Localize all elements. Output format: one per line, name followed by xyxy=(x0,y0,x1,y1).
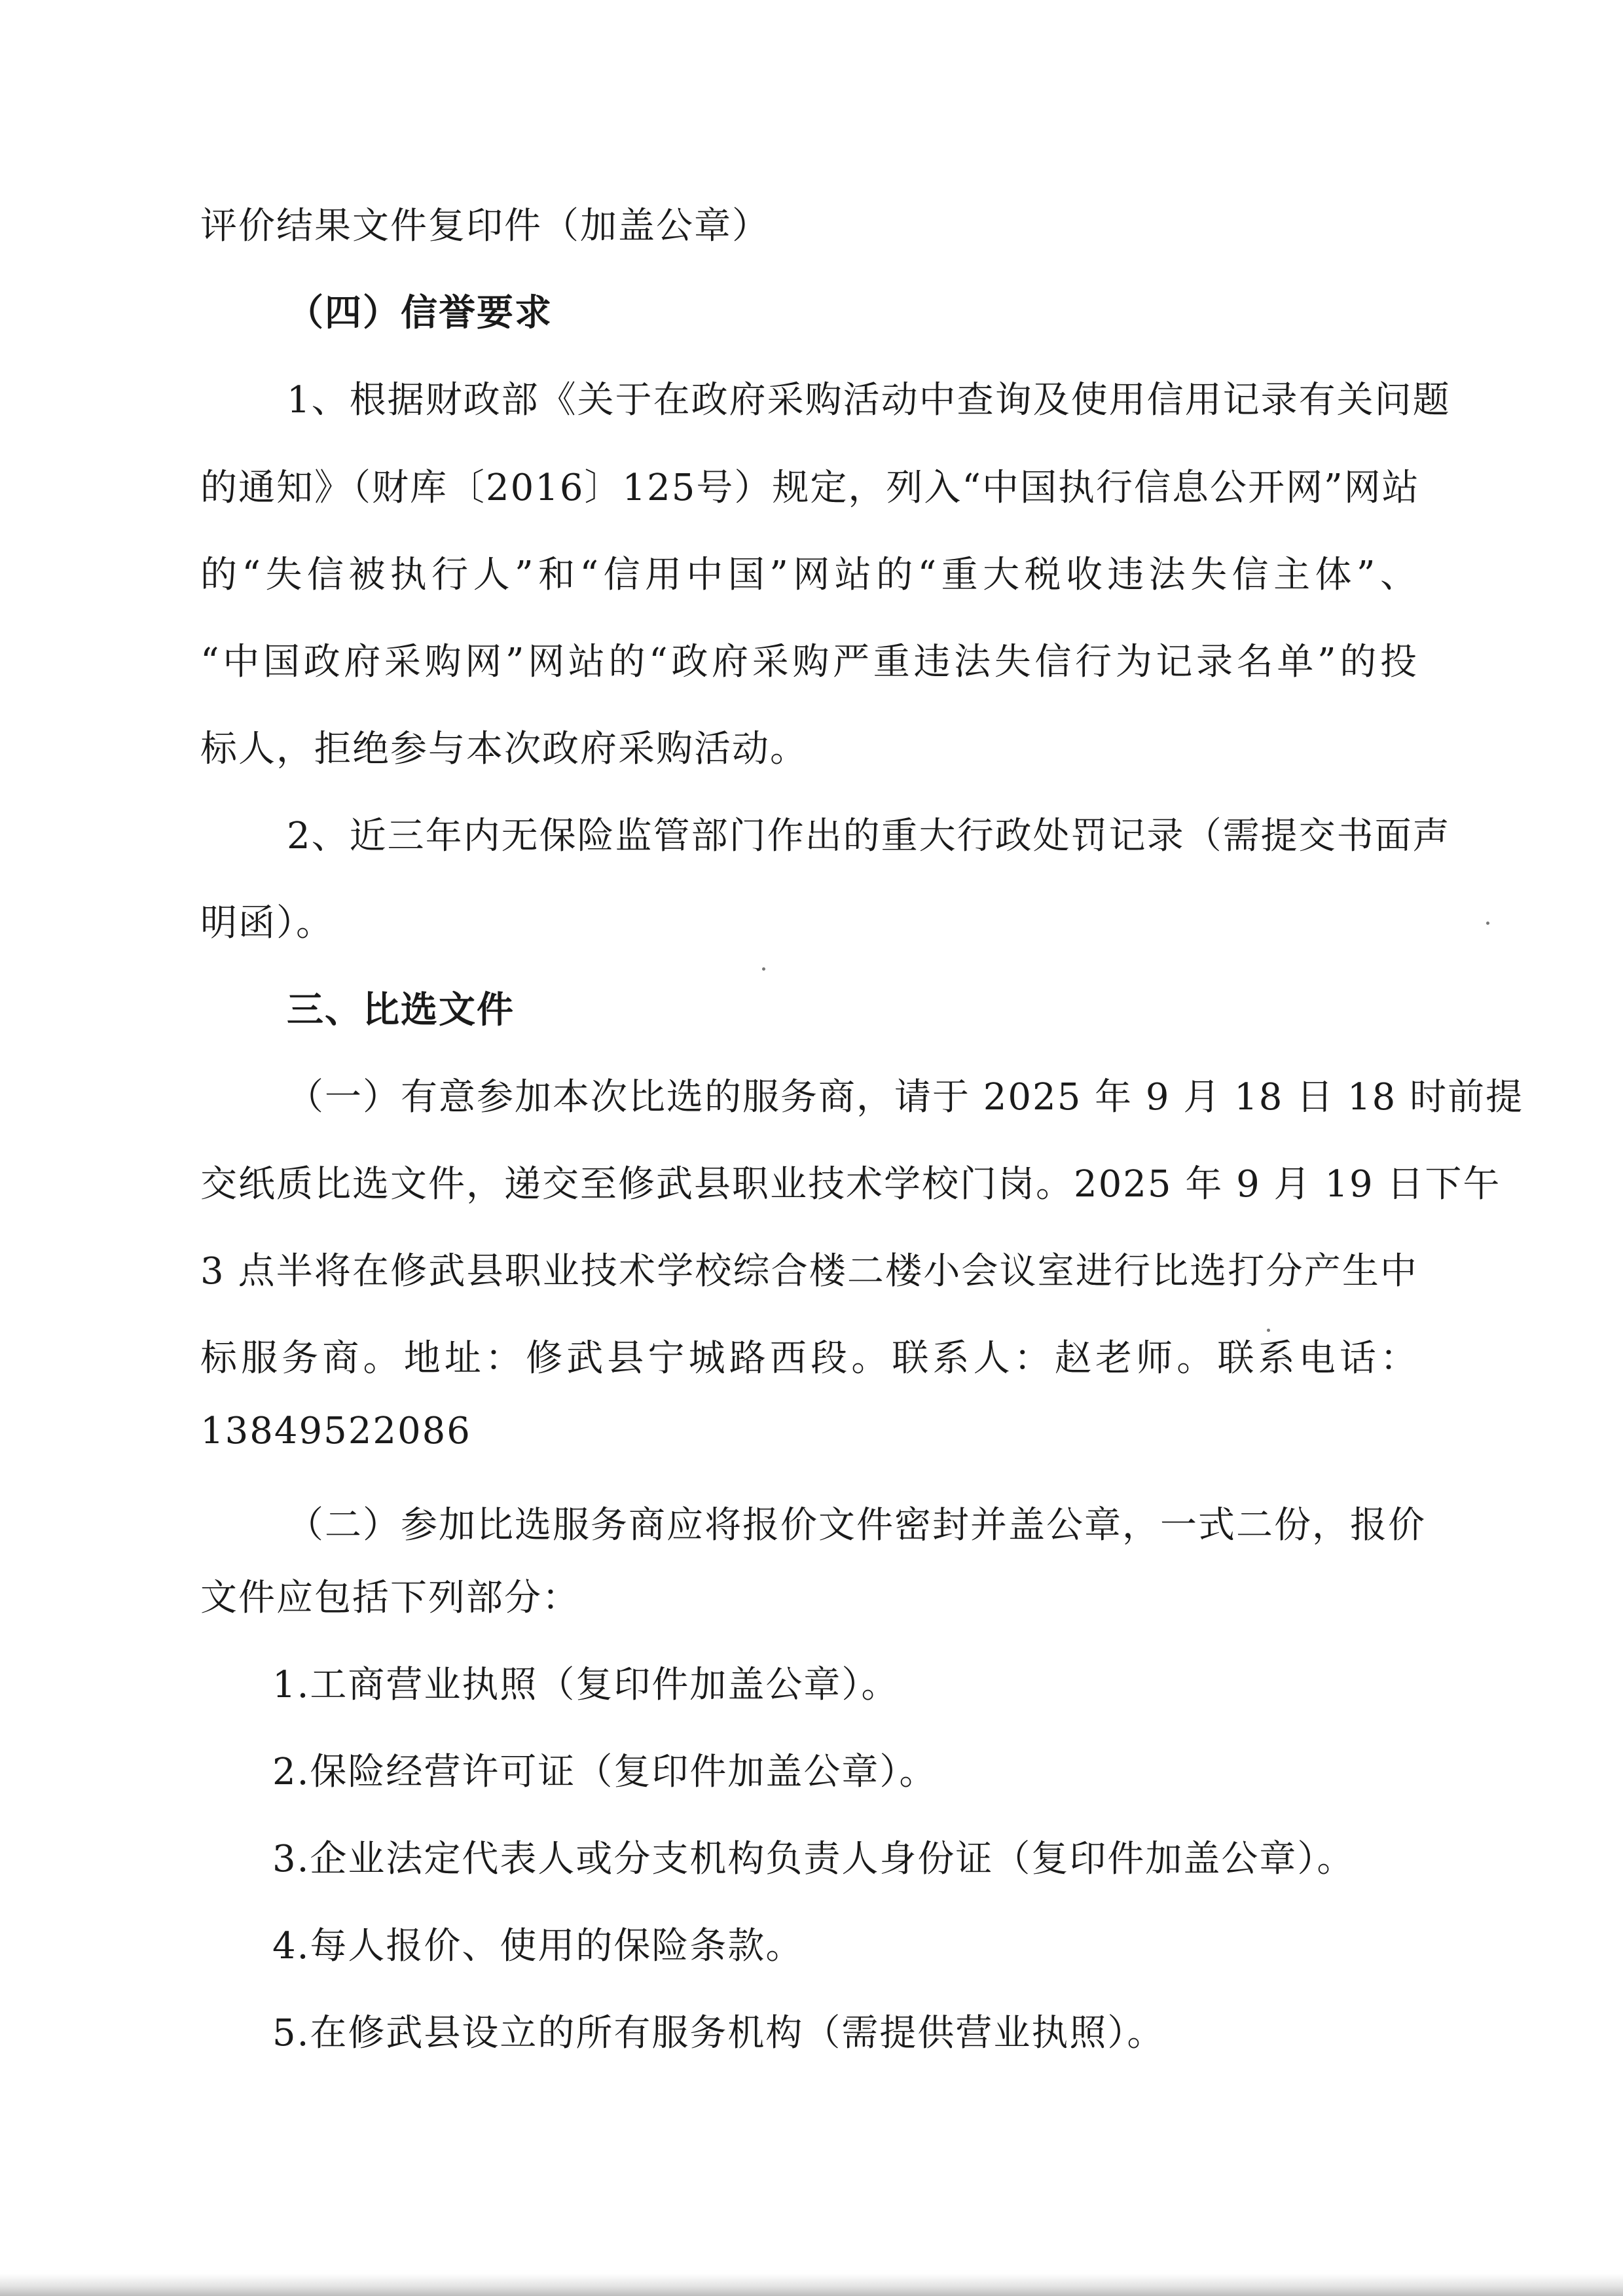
required-doc-item: 1.工商营业执照（复印件加盖公章）。 xyxy=(272,1664,900,1706)
continuation-line: 评价结果文件复印件（加盖公章） xyxy=(200,205,770,247)
bid-documents-heading: 三、比选文件 xyxy=(287,989,515,1031)
required-doc-item: 5.在修武县设立的所有服务机构（需提供营业执照）。 xyxy=(272,2012,1165,2054)
scan-speck xyxy=(762,967,765,971)
credit-item-1-line-5: 标人，拒绝参与本次政府采购活动。 xyxy=(200,728,808,770)
credit-item-1-line-4: “中国政府采购网”网站的“政府采购严重违法失信行为记录名单”的投 xyxy=(200,641,1418,683)
scan-bottom-edge xyxy=(0,2274,1623,2296)
scan-speck xyxy=(1267,1329,1270,1332)
credit-item-2-line-2: 明函）。 xyxy=(200,902,334,944)
bid-para-2-line-1: （二）参加比选服务商应将报价文件密封并盖公章，一式二份，报价 xyxy=(287,1504,1426,1547)
bid-para-1-line-4: 标服务商。地址：修武县宁城路西段。联系人：赵老师。联系电话： xyxy=(200,1337,1418,1380)
credit-item-2-line-1: 2、近三年内无保险监管部门作出的重大行政处罚记录（需提交书面声 xyxy=(287,815,1451,857)
bid-para-1-line-2: 交纸质比选文件，递交至修武县职业技术学校门岗。2025 年 9 月 19 日下午 xyxy=(200,1163,1501,1206)
credit-item-1-line-1: 1、根据财政部《关于在政府采购活动中查询及使用信用记录有关问题 xyxy=(287,379,1451,422)
bid-para-1-line-3: 3 点半将在修武县职业技术学校综合楼二楼小会议室进行比选打分产生中 xyxy=(200,1250,1418,1293)
required-doc-item: 2.保险经营许可证（复印件加盖公章）。 xyxy=(272,1751,938,1793)
required-doc-item: 3.企业法定代表人或分支机构负责人身份证（复印件加盖公章）。 xyxy=(272,1838,1355,1880)
credit-item-1-line-2: 的通知》（财库〔2016〕125号）规定，列入“中国执行信息公开网”网站 xyxy=(200,467,1420,509)
required-doc-item: 4.每人报价、使用的保险条款。 xyxy=(272,1925,804,1967)
credit-requirements-heading: （四）信誉要求 xyxy=(287,292,553,334)
bid-para-2-line-2: 文件应包括下列部分： xyxy=(200,1577,580,1619)
credit-item-1-line-3: 的“失信被执行人”和“信用中国”网站的“重大税收违法失信主体”、 xyxy=(200,554,1418,596)
scan-speck xyxy=(1486,922,1489,925)
bid-para-1-line-1: （一）有意参加本次比选的服务商，请于 2025 年 9 月 18 日 18 时前提 xyxy=(287,1076,1524,1119)
contact-phone: 13849522086 xyxy=(200,1410,471,1452)
